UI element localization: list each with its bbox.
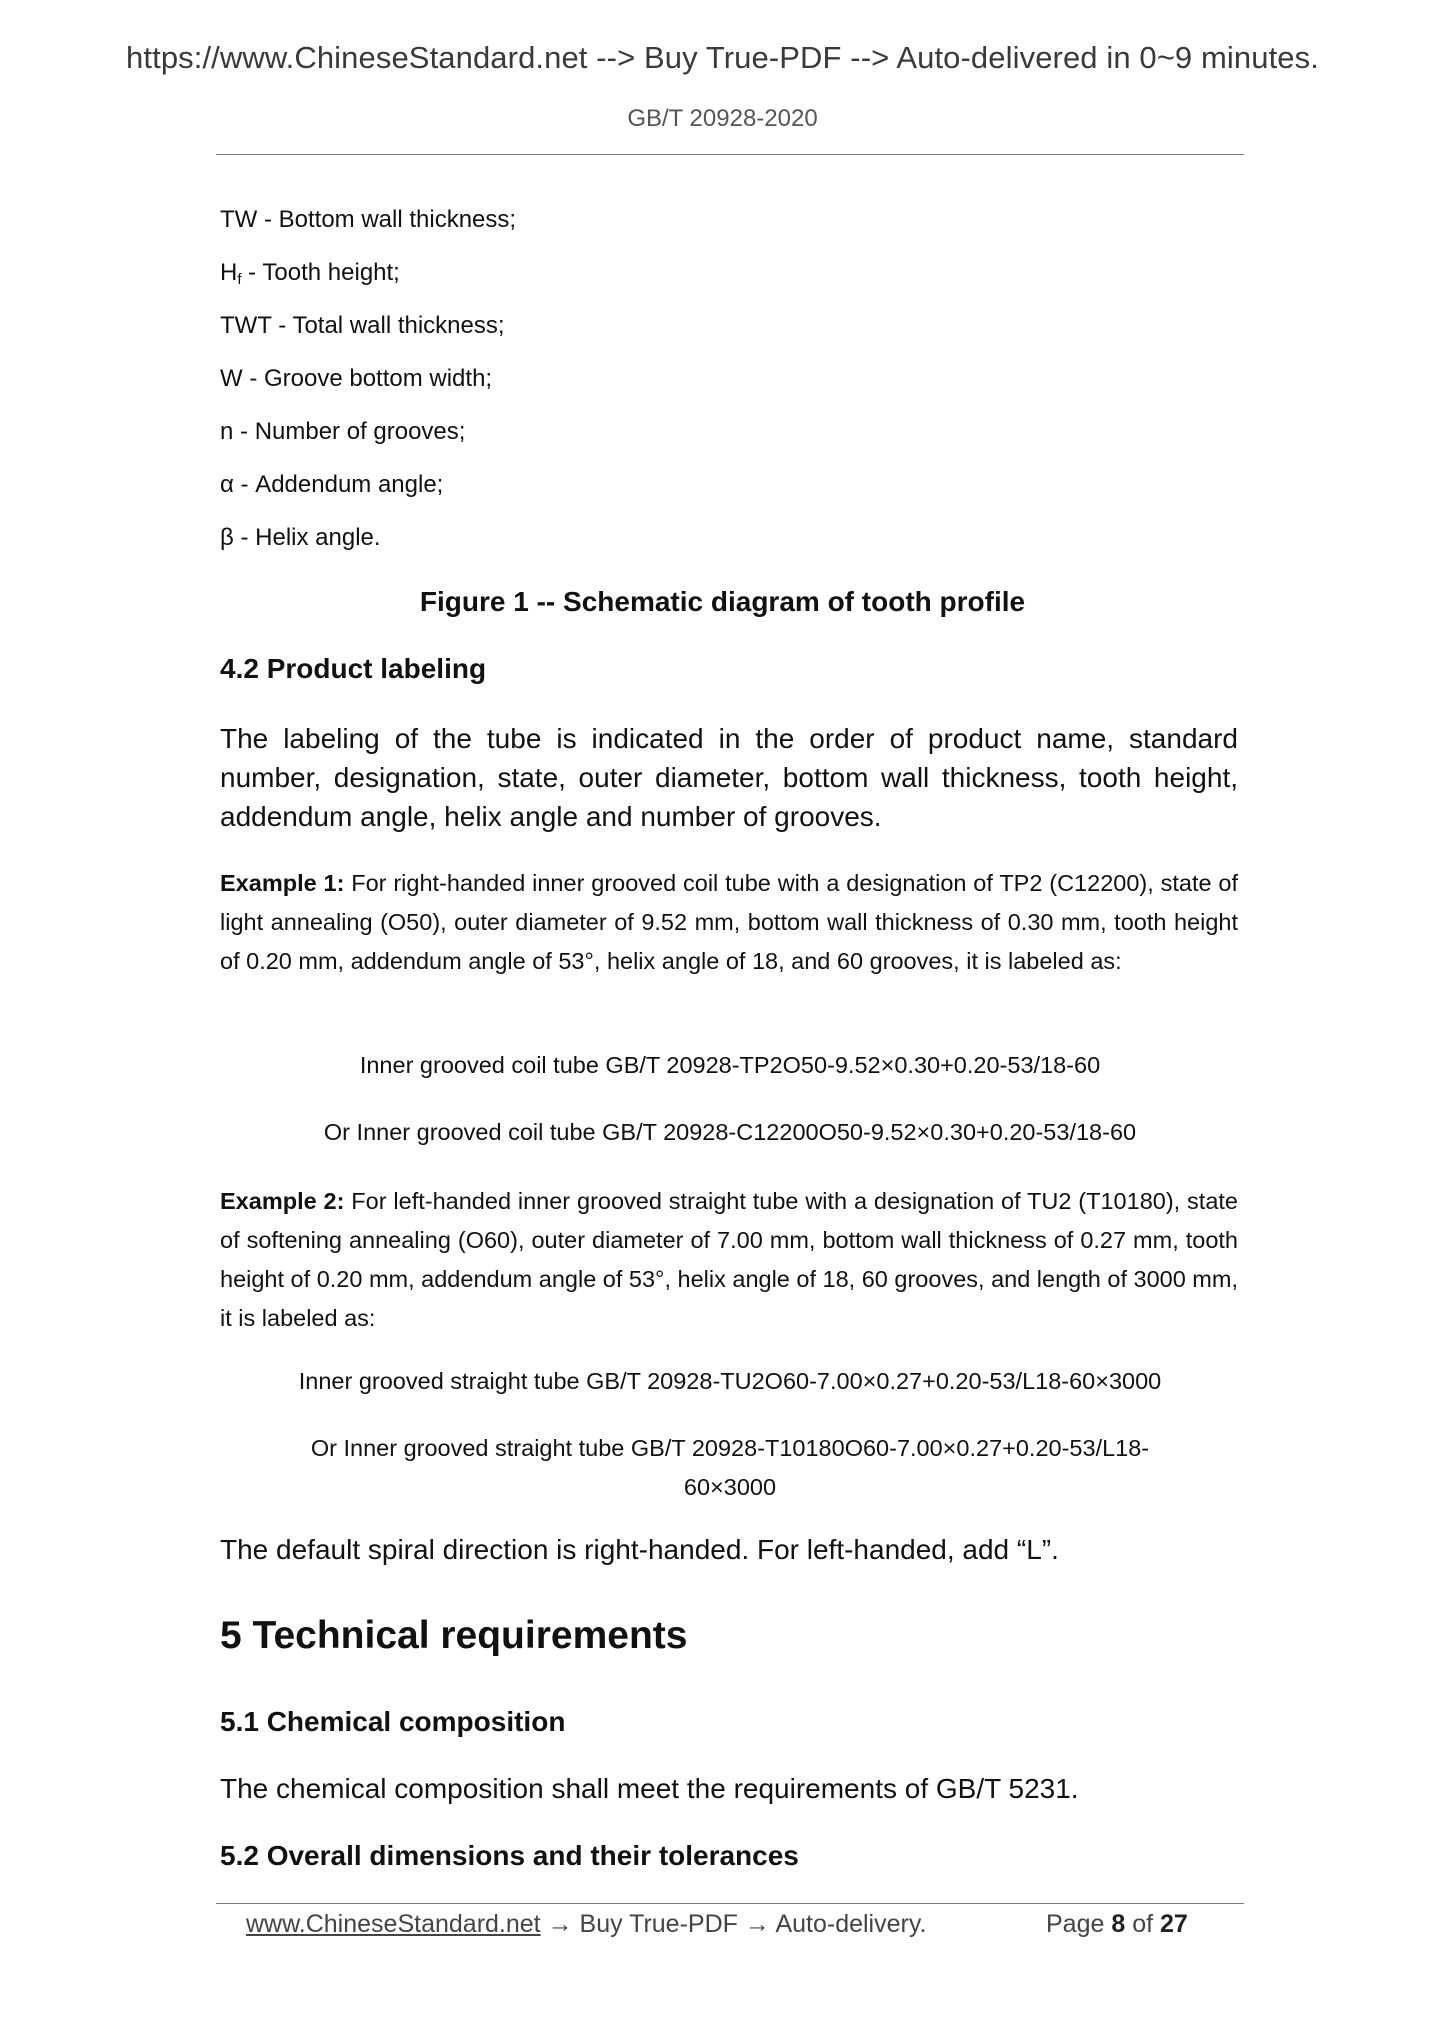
abbr-desc: - Addendum angle; [233,471,444,498]
section-5-2-heading: 5.2 Overall dimensions and their tolerances [220,1840,799,1871]
abbr-symbol: TWT [220,312,272,339]
example-2-label-line-2-cont: 60×3000 [683,1474,777,1500]
page-number [1046,1910,1188,1939]
header-divider [216,154,1244,155]
abbr-desc: - Helix angle. [233,524,381,551]
abbr-desc: - Number of grooves; [233,418,466,445]
example-2-label-line-2: Or Inner grooved straight tube GB/T 20928-T10180O60-7.00×0.27+0.20-53/L18- [310,1435,1150,1461]
abbr-symbol: α [220,471,234,498]
section-5-heading: 5 Technical requirements [220,1614,688,1657]
example-1-label: Example 1: [220,870,345,896]
example-2-paragraph [220,1182,1238,1338]
footer-left [246,1910,926,1939]
top-banner[interactable]: https://www.ChineseStandard.net --> Buy True-PDF --> Auto-delivered in 0~9 minutes. [126,40,1319,75]
document-id: GB/T 20928-2020 [627,105,818,132]
footer-site-link[interactable]: www.ChineseStandard.net [246,1910,541,1938]
section-4-2-heading: 4.2 Product labeling [220,653,487,684]
abbreviation-n [220,418,465,446]
abbr-desc: - Tooth height; [241,259,400,286]
of-word: of [1132,1910,1154,1938]
abbr-symbol: β [220,524,234,551]
example-1-paragraph [220,864,1238,981]
labeling-intro-paragraph: The labeling of the tube is indicated in the order of product name, standard number, designation, state, outer diameter, bottom wall thickness, tooth height, addendum angle, helix angle and number of grooves. [220,723,1238,832]
page-total: 27 [1160,1910,1188,1938]
arrow-right-icon: → [547,1910,573,1938]
abbreviation-twt [220,312,505,340]
example-2-label: Example 2: [220,1188,345,1214]
abbr-symbol: W [220,365,243,392]
footer-buy-text: Buy True-PDF [579,1910,738,1938]
chemical-composition-text: The chemical composition shall meet the requirements of GB/T 5231. [220,1773,1079,1804]
abbr-symbol: H [220,259,238,286]
example-1-label-line-2: Or Inner grooved coil tube GB/T 20928-C12200O50-9.52×0.30+0.20-53/18-60 [323,1119,1137,1145]
abbr-desc: - Bottom wall thickness; [257,206,517,233]
figure-caption: Figure 1 -- Schematic diagram of tooth profile [419,586,1026,617]
abbreviation-beta [220,524,381,552]
footer-divider [216,1903,1244,1904]
abbr-symbol: n [220,418,234,445]
abbreviation-w [220,365,492,393]
abbreviation-tw [220,206,516,234]
abbr-desc: - Groove bottom width; [242,365,493,392]
example-2-text: For left-handed inner grooved straight tube with a designation of TU2 (T10180), state of softening annealing (O60), outer diameter of 7.00 mm, bottom wall thickness of 0.27 mm, tooth height of 0.20 mm, addendum angle of 53°, helix angle of 18, 60 grooves, and length of 3000 mm, it is labeled as: [220,1188,1239,1331]
example-1-label-line-1: Inner grooved coil tube GB/T 20928-TP2O50-9.52×0.30+0.20-53/18-60 [359,1052,1101,1078]
arrow-right-icon: → [744,1910,770,1938]
page-current: 8 [1111,1910,1126,1938]
abbreviation-alpha [220,471,443,499]
abbreviation-hf [220,259,400,288]
example-1-text: For right-handed inner grooved coil tube with a designation of TP2 (C12200), state of light annealing (O50), outer diameter of 9.52 mm, bottom wall thickness of 0.30 mm, tooth height of 0.20 mm, addendum angle of 53°, helix angle of 18, and 60 grooves, it is labeled as: [220,870,1238,974]
footer-auto-text: Auto-delivery. [775,1910,927,1938]
page-word: Page [1046,1910,1105,1938]
abbr-desc: - Total wall thickness; [271,312,505,339]
abbr-subscript: f [237,271,242,288]
section-5-1-heading: 5.1 Chemical composition [220,1706,566,1737]
example-2-label-line-1: Inner grooved straight tube GB/T 20928-TU2O60-7.00×0.27+0.20-53/L18-60×3000 [298,1368,1162,1394]
spiral-direction-note: The default spiral direction is right-handed. For left-handed, add “L”. [220,1534,1059,1565]
abbr-symbol: TW [220,206,258,233]
